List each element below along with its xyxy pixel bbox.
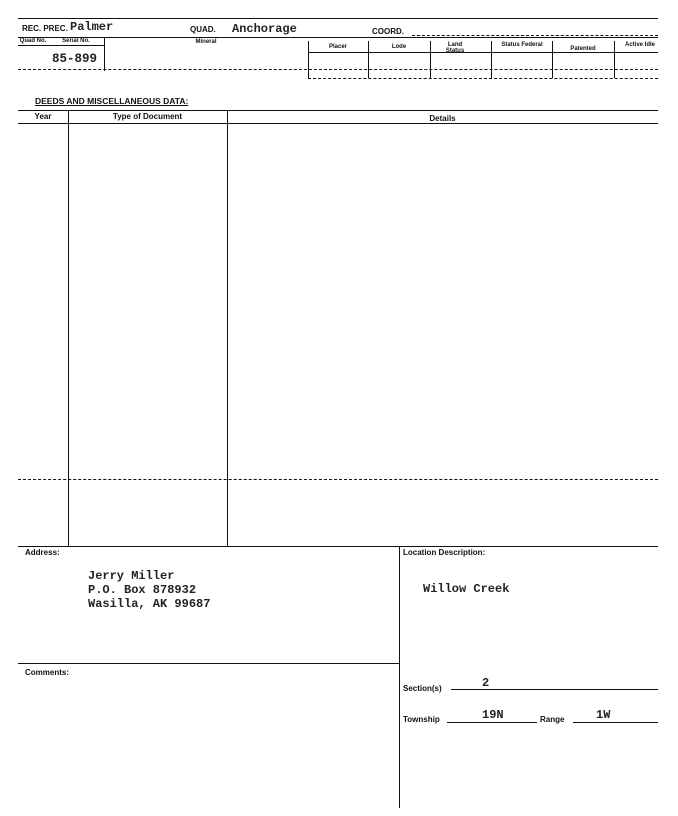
deeds-dashed-rule	[18, 479, 658, 480]
land-status-label: Land Status	[445, 42, 465, 54]
row-dashed-1	[18, 69, 658, 70]
township-label: Township	[403, 715, 440, 724]
section-label: Section(s)	[403, 684, 442, 693]
address-line-2: P.O. Box 878932	[88, 583, 197, 597]
lode-label: Lode	[391, 44, 407, 50]
top-rule	[18, 18, 658, 19]
deeds-top-rule	[18, 110, 658, 111]
status-federal-label: Status Federal	[501, 42, 543, 48]
address-line-3: Wasilla, AK 99687	[88, 597, 211, 611]
type-label: Type of Document	[112, 112, 183, 121]
rec-prec-label: REC. PREC.	[22, 24, 68, 33]
location-value: Willow Creek	[423, 582, 510, 596]
deeds-bottom-rule	[18, 546, 658, 547]
active-idle-label: Active Idle	[624, 42, 655, 48]
rec-prec-value: Palmer	[70, 20, 114, 34]
mineral-label: Mineral	[195, 39, 217, 45]
quad-value: Anchorage	[232, 22, 297, 36]
row-dashed-2	[308, 78, 658, 79]
deeds-header-rule	[18, 123, 658, 124]
placer-label: Placer	[328, 44, 347, 50]
year-column-divider	[68, 110, 69, 546]
address-label: Address:	[25, 548, 60, 557]
section-value: 2	[482, 676, 490, 690]
address-line-1: Jerry Miller	[88, 569, 175, 583]
range-underline	[573, 722, 658, 723]
quad-serial-rule	[18, 45, 104, 46]
header-rule	[18, 37, 658, 38]
coord-line	[412, 35, 658, 36]
township-underline	[447, 722, 537, 723]
range-value: 1W	[596, 708, 611, 722]
address-location-divider	[399, 546, 400, 808]
deeds-heading: DEEDS AND MISCELLANEOUS DATA:	[35, 96, 189, 106]
type-column-divider	[227, 110, 228, 546]
comments-label: Comments:	[25, 668, 70, 677]
serial-no-label: Serial No.	[62, 38, 90, 44]
quad-no-label: Quad No.	[19, 38, 47, 44]
patented-label: Patented	[570, 46, 596, 52]
coord-label: COORD.	[372, 27, 404, 36]
status-header-rule	[308, 52, 658, 53]
quad-label: QUAD.	[190, 25, 216, 34]
details-label: Details	[429, 114, 456, 123]
township-value: 19N	[482, 708, 504, 722]
comments-rule	[18, 663, 399, 664]
serial-value: 85-899	[52, 52, 98, 66]
range-label: Range	[540, 715, 565, 724]
location-label: Location Description:	[403, 548, 486, 557]
year-label: Year	[34, 112, 52, 121]
